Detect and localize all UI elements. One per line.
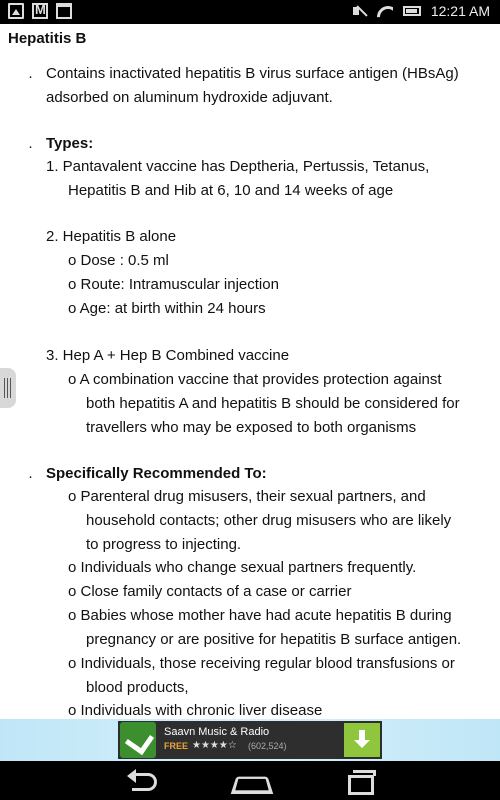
back-icon[interactable]: [124, 769, 164, 793]
recommended-heading: Specifically Recommended To:: [46, 465, 267, 482]
bullet: ·: [28, 138, 33, 155]
recent-apps-icon[interactable]: [340, 769, 380, 793]
saavn-logo-icon: [120, 722, 156, 758]
sub-item: o Route: Intramuscular injection: [68, 276, 279, 293]
home-icon[interactable]: [230, 769, 270, 793]
sub-item: o Age: at birth within 24 hours: [68, 300, 266, 317]
battery-icon: [403, 6, 421, 16]
article-content[interactable]: [0, 24, 500, 719]
intro-text-line: Contains inactivated hepatitis B virus surface antigen (HBsAg): [46, 65, 459, 82]
sub-item-line: travellers who may be exposed to both organisms: [86, 419, 417, 436]
recommended-item: o Close family contacts of a case or carrier: [68, 583, 352, 600]
recommended-item-line: household contacts; other drug misusers who are likely: [86, 512, 452, 529]
type-item: 3. Hep A + Hep B Combined vaccine: [46, 347, 290, 364]
type-item: 2. Hepatitis B alone: [46, 228, 177, 245]
notification-icons: [8, 3, 72, 19]
sub-item-line: both hepatitis A and hepatitis B should be considered for: [86, 395, 460, 412]
sub-item: o Dose : 0.5 ml: [68, 252, 169, 269]
recommended-item: o Babies whose mother have had acute hepatitis B during: [68, 607, 452, 624]
ad-rating-count: (602,524): [248, 741, 287, 751]
ad-banner[interactable]: [0, 719, 500, 761]
types-heading: Types:: [46, 135, 94, 152]
store-icon: [56, 3, 72, 19]
bullet: ·: [28, 468, 33, 485]
sub-item: o A combination vaccine that provides protection against: [68, 371, 442, 388]
recommended-item: o Individuals who change sexual partners frequently.: [68, 559, 417, 576]
status-time: 12:21 AM: [430, 3, 490, 19]
mute-icon: [353, 4, 367, 18]
recommended-item: o Individuals, those receiving regular blood transfusions or: [68, 655, 455, 672]
drawer-handle[interactable]: [0, 368, 16, 408]
ad-price: FREE: [164, 741, 189, 751]
download-icon[interactable]: [344, 723, 380, 757]
page-title: Hepatitis B: [8, 30, 87, 47]
ad-app-name: Saavn Music & Radio: [164, 726, 270, 738]
wifi-icon: [377, 4, 393, 18]
bullet: ·: [28, 68, 33, 85]
system-icons: [353, 3, 490, 19]
recommended-item-line: pregnancy or are positive for hepatitis B surface antigen.: [86, 631, 462, 648]
recommended-item: o Parenteral drug misusers, their sexual partners, and: [68, 488, 426, 505]
recommended-item-line: blood products,: [86, 679, 189, 696]
type-item-line: Hepatitis B and Hib at 6, 10 and 14 weeks of age: [68, 182, 394, 199]
image-icon: [8, 3, 24, 19]
ad-content[interactable]: [118, 721, 382, 759]
recommended-item: o Individuals with chronic liver disease: [68, 702, 323, 719]
type-item: 1. Pantavalent vaccine has Deptheria, Pertussis, Tetanus,: [46, 158, 430, 175]
navigation-bar: [0, 761, 500, 800]
status-bar: [0, 0, 500, 24]
intro-text-line: adsorbed on aluminum hydroxide adjuvant.: [46, 89, 333, 106]
recommended-item-line: to progress to injecting.: [86, 536, 242, 553]
ad-rating-stars: ★★★★☆: [192, 740, 237, 751]
gmail-icon: [32, 3, 48, 19]
